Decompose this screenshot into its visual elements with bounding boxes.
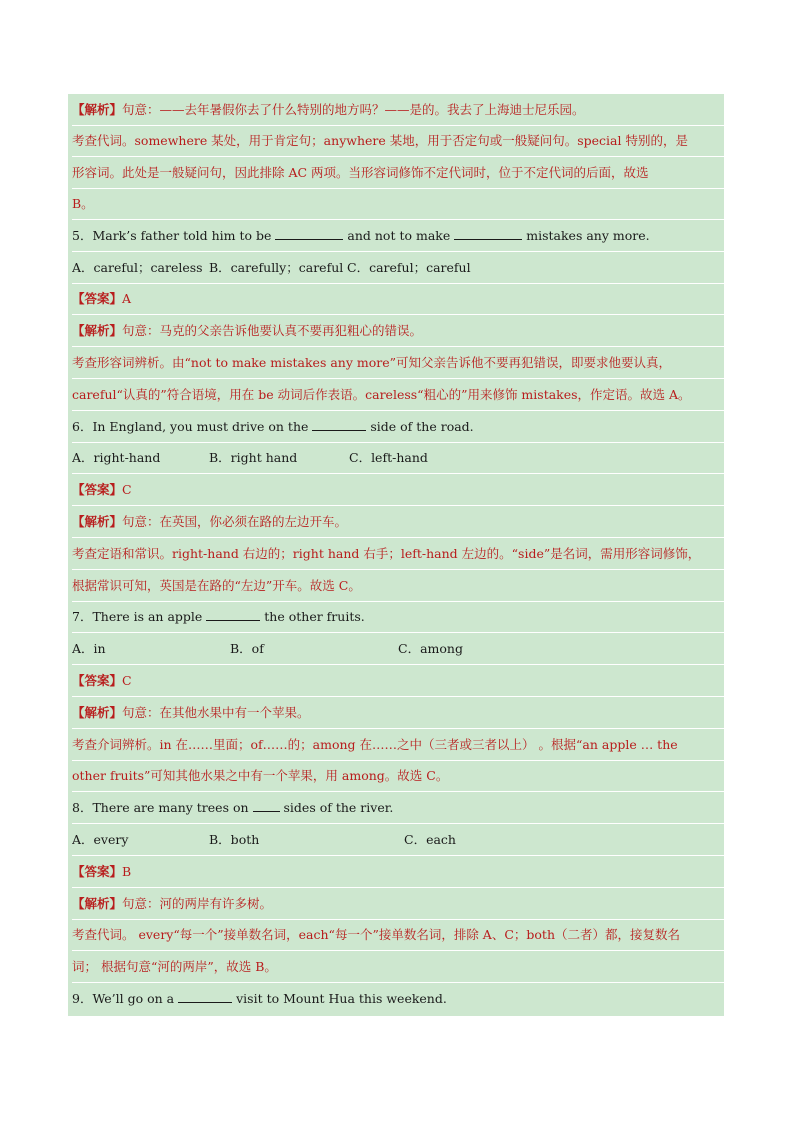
analysis-label: 【解析】 — [72, 896, 123, 911]
question-5-options — [72, 253, 724, 284]
answer-line — [72, 284, 724, 315]
analysis-line: 考查定语和常识。right-hand 右边的；right hand 右手；left-hand 左边的。“side”是名词，需用形容词修饰， — [72, 539, 724, 570]
question-7: 7．There is an apple the other fruits. — [72, 602, 724, 633]
question-6-options — [72, 443, 724, 474]
option-c[interactable]: C．among — [398, 641, 463, 656]
answer-line — [72, 475, 724, 506]
answer-blank[interactable] — [178, 990, 232, 1003]
analysis-line: 词； 根据句意“河的两岸”，故选 B。 — [72, 952, 724, 983]
analysis-line: 考查代词。somewhere 某处，用于肯定句；anywhere 某地，用于否定句或一般疑问句。special 特别的，是 — [72, 126, 724, 157]
question-content — [68, 94, 724, 1016]
option-a[interactable]: A．in — [72, 641, 106, 656]
analysis-label: 【解析】 — [72, 705, 123, 720]
analysis-line: other fruits”可知其他水果之中有一个苹果，用 among。故选 C。 — [72, 761, 724, 792]
answer-line — [72, 666, 724, 697]
question-7-options — [72, 634, 724, 665]
option-c[interactable]: C．each — [404, 832, 456, 847]
analysis-line: 【解析】句意：在其他水果中有一个苹果。 — [72, 698, 724, 729]
question-8: 8．There are many trees on sides of the river. — [72, 793, 724, 824]
option-c[interactable]: C．careful；careful — [347, 260, 471, 275]
answer-line — [72, 857, 724, 888]
analysis-line: B。 — [72, 189, 724, 220]
option-b[interactable]: B．right hand — [209, 450, 298, 465]
answer-label: 【答案】 — [72, 482, 123, 497]
answer-label: 【答案】 — [72, 291, 123, 306]
option-a[interactable]: A．right-hand — [72, 450, 161, 465]
answer-blank[interactable] — [275, 227, 343, 240]
analysis-line: 考查代词。 every“每一个”接单数名词，each“每一个”接单数名词，排除 A、C；both（二者）都，接复数名 — [72, 920, 724, 951]
analysis-label: 【解析】 — [72, 102, 123, 117]
question-5: 5．Mark’s father told him to be and not to make mistakes any more. — [72, 221, 724, 252]
option-b[interactable]: B．carefully；careful — [209, 260, 344, 275]
analysis-label: 【解析】 — [72, 514, 123, 529]
answer-value: B — [122, 864, 132, 879]
analysis-line: 【解析】句意：马克的父亲告诉他要认真不要再犯粗心的错误。 — [72, 316, 724, 347]
answer-value: C — [122, 673, 132, 688]
analysis-line: 考查形容词辨析。由“not to make mistakes any more”可知父亲告诉他不要再犯错误，即要求他要认真， — [72, 348, 724, 379]
answer-value: C — [122, 482, 132, 497]
answer-blank[interactable] — [206, 608, 260, 621]
answer-blank[interactable] — [454, 227, 522, 240]
analysis-line: 考查介词辨析。in 在……里面；of……的；among 在……之中（三者或三者以上） 。根据“an apple … the — [72, 730, 724, 761]
analysis-line: 形容词。此处是一般疑问句，因此排除 AC 两项。当形容词修饰不定代词时，位于不定代词的后面，故选 — [72, 158, 724, 189]
option-c[interactable]: C．left-hand — [349, 450, 428, 465]
analysis-line: 【解析】句意：——去年暑假你去了什么特别的地方吗？——是的。我去了上海迪士尼乐园。 — [72, 95, 724, 126]
option-a[interactable]: A．every — [72, 832, 129, 847]
analysis-line: 【解析】句意：河的两岸有许多树。 — [72, 889, 724, 920]
question-9: 9．We’ll go on a visit to Mount Hua this weekend. — [72, 991, 447, 1006]
option-b[interactable]: B．of — [230, 641, 264, 656]
analysis-label: 【解析】 — [72, 323, 123, 338]
analysis-line: careful“认真的”符合语境，用在 be 动词后作表语。careless“粗心的”用来修饰 mistakes，作定语。故选 A。 — [72, 380, 724, 411]
question-6: 6．In England, you must drive on the side of the road. — [72, 412, 724, 443]
answer-label: 【答案】 — [72, 673, 123, 688]
option-a[interactable]: A．careful；careless — [72, 260, 203, 275]
answer-blank[interactable] — [253, 799, 280, 812]
question-8-options — [72, 825, 724, 856]
analysis-line: 根据常识可知，英国是在路的“左边”开车。故选 C。 — [72, 571, 724, 602]
answer-value: A — [122, 291, 132, 306]
answer-blank[interactable] — [312, 418, 366, 431]
answer-label: 【答案】 — [72, 864, 123, 879]
option-b[interactable]: B．both — [209, 832, 260, 847]
analysis-line: 【解析】句意：在英国，你必须在路的左边开车。 — [72, 507, 724, 538]
